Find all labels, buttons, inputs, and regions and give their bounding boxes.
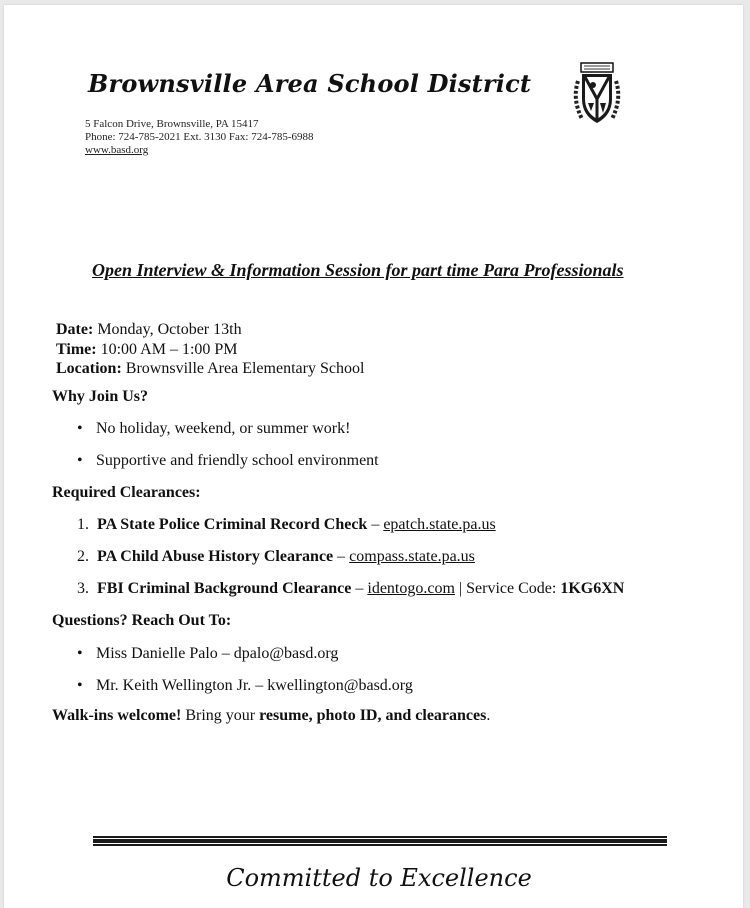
clearances-list (77, 515, 624, 611)
event-location (56, 359, 364, 379)
bullet-icon: • (77, 645, 83, 662)
walkins-note: Walk-ins welcome! Bring your resume, photo ID, and clearances. (52, 707, 491, 724)
event-details (56, 320, 364, 379)
footer-divider (93, 836, 667, 846)
list-item: 1. PA State Police Criminal Record Check – epatch.state.pa.us (77, 516, 496, 533)
letterhead-address (85, 118, 314, 157)
clearances-heading: Required Clearances: (52, 484, 201, 501)
session-title: Open Interview & Information Session for part time Para Professionals (92, 260, 624, 280)
district-name: Brownsville Area School District (88, 69, 532, 98)
bullet-icon: • (77, 677, 83, 694)
list-item: • Miss Danielle Palo – dpalo@basd.org (77, 645, 339, 662)
identogo-link[interactable]: identogo.com (367, 580, 455, 597)
list-item: 2. PA Child Abuse History Clearance – compass.state.pa.us (77, 548, 475, 565)
phone-fax: Phone: 724-785-2021 Ext. 3130 Fax: 724-785-6988 (85, 131, 314, 143)
document-page (4, 5, 743, 908)
compass-link[interactable]: compass.state.pa.us (349, 548, 475, 565)
website-link[interactable]: www.basd.org (85, 144, 149, 156)
why-join-list (74, 419, 379, 483)
school-crest-icon (570, 59, 624, 129)
date-value: Monday, October 13th (93, 321, 242, 338)
footer-motto: Committed to Excellence (226, 864, 532, 892)
list-item: 3. FBI Criminal Background Clearance – identogo.com | Service Code: 1KG6XN (77, 580, 625, 597)
date-label: Date: (56, 321, 94, 338)
location-value: Brownsville Area Elementary School (121, 360, 365, 377)
list-item: • Mr. Keith Wellington Jr. – kwellington@basd.org (77, 677, 413, 694)
event-date (56, 320, 364, 340)
location-label: Location: (56, 360, 122, 377)
list-item: • No holiday, weekend, or summer work! (77, 420, 351, 437)
time-value: 10:00 AM – 1:00 PM (96, 340, 238, 358)
bullet-icon: • (77, 420, 83, 437)
contacts-heading: Questions? Reach Out To: (52, 612, 232, 629)
event-time (56, 340, 364, 360)
street-address: 5 Falcon Drive, Brownsville, PA 15417 (85, 118, 259, 130)
epatch-link[interactable]: epatch.state.pa.us (383, 516, 496, 533)
contacts-list (74, 644, 413, 708)
why-join-heading: Why Join Us? (52, 388, 149, 405)
list-item: • Supportive and friendly school environment (77, 452, 379, 469)
time-label: Time: (56, 340, 97, 358)
bullet-icon: • (77, 452, 83, 469)
service-code: 1KG6XN (560, 580, 625, 597)
